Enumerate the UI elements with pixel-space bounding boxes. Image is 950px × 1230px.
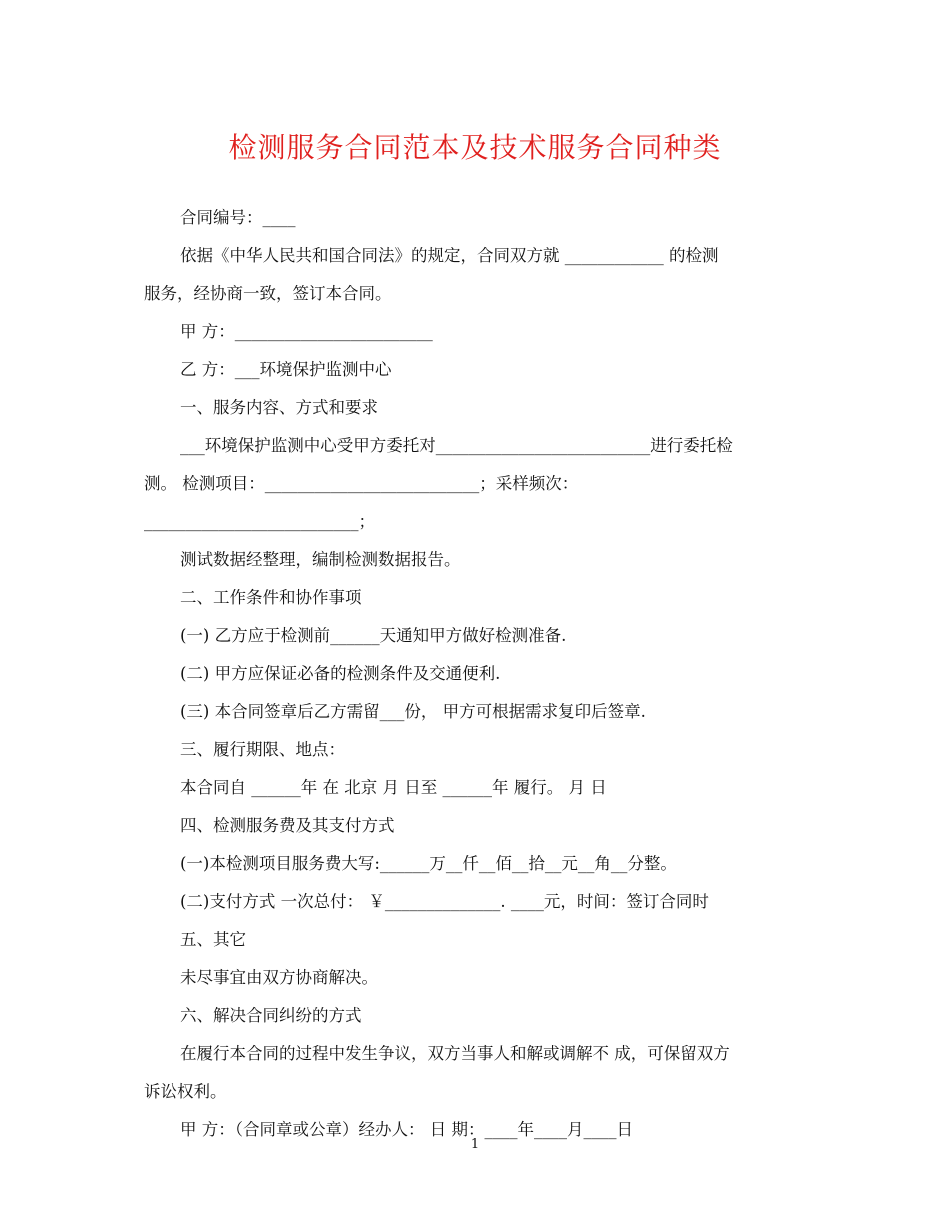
section-2-item-2: (二) 甲方应保证必备的检测条件及交通便利. (180, 664, 501, 683)
section-1-report-line: 测试数据经整理，编制检测数据报告。 (180, 550, 461, 569)
section-1-heading: 一、服务内容、方式和要求 (180, 398, 378, 417)
section-6-para-line-2: 诉讼权利。 (144, 1082, 227, 1101)
preamble-line-2: 服务，经协商一致，签订本合同。 (144, 284, 392, 303)
party-a-line: 甲 方：________________________ (180, 322, 433, 341)
section-1-para-line-1: ___环境保护监测中心受甲方委托对__________________________进行委托检 (180, 436, 733, 455)
section-4-heading: 四、检测服务费及其支付方式 (180, 816, 395, 835)
section-4-item-2: (二)支付方式 一次总付： ￥______________. ____元，时间：签订合同时 (180, 892, 709, 911)
party-b-line: 乙 方：___环境保护监测中心 (180, 360, 392, 379)
section-4-item-1: (一)本检测项目服务费大写:______万__仟__佰__拾__元__角__分整。 (180, 854, 677, 873)
preamble-line-1: 依据《中华人民共和国合同法》的规定，合同双方就 ____________ 的检测 (180, 246, 719, 265)
section-2-item-1: (一) 乙方应于检测前______天通知甲方做好检测准备. (180, 626, 567, 645)
section-1-para-line-3: __________________________； (144, 512, 375, 531)
section-6-para-line-1: 在履行本合同的过程中发生争议，双方当事人和解或调解不 成，可保留双方 (180, 1044, 730, 1063)
signature-line: 甲 方：（合同章或公章）经办人： 日 期：____年____月____日 (180, 1120, 633, 1139)
section-5-heading: 五、其它 (180, 930, 246, 949)
section-1-para-line-2: 测。 检测项目：__________________________；采样频次： (144, 474, 579, 493)
section-3-period-line: 本合同自 ______年 在 北京 月 日至 ______年 履行。 月 日 (180, 778, 607, 797)
document-title: 检测服务合同范本及技术服务合同种类 (228, 131, 722, 164)
section-2-heading: 二、工作条件和协作事项 (180, 588, 362, 607)
contract-number-line: 合同编号：____ (180, 208, 296, 227)
page-number: 1 (470, 1137, 480, 1152)
section-2-item-3: (三) 本合同签章后乙方需留___份， 甲方可根据需求复印后签章. (180, 702, 646, 721)
section-6-heading: 六、解决合同纠纷的方式 (180, 1006, 362, 1025)
section-3-heading: 三、履行期限、地点： (180, 740, 345, 759)
section-5-text: 未尽事宜由双方协商解决。 (180, 968, 378, 987)
